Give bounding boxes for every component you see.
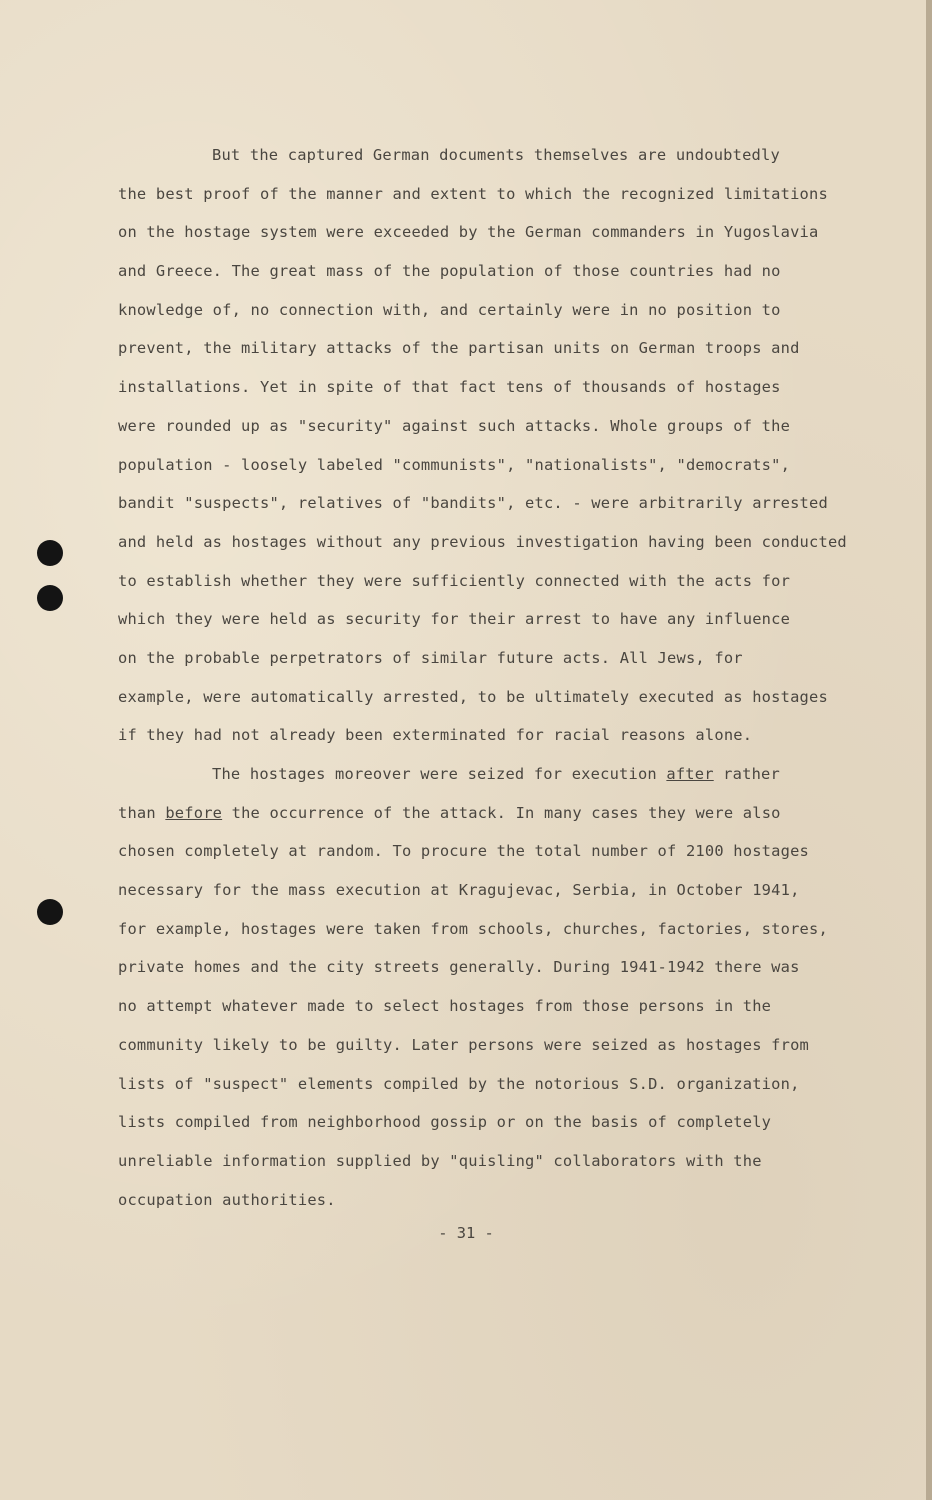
text-segment: rather [713, 765, 780, 783]
text-line: bandit "suspects", relatives of "bandits", etc. - were arbitrarily arrested [118, 494, 828, 513]
page-number: - 31 - [438, 1224, 494, 1242]
text-line: prevent, the military attacks of the partisan units on German troops and [118, 339, 800, 358]
text-segment: The hostages moreover were seized for execution [212, 765, 667, 783]
text-line: occupation authorities. [118, 1190, 336, 1209]
punch-hole-3 [37, 899, 63, 925]
text-line: which they were held as security for their arrest to have any influence [118, 610, 791, 629]
punch-hole-1 [37, 540, 63, 566]
text-line: and held as hostages without any previous investigation having been conducted [118, 532, 847, 551]
body-text [118, 136, 878, 1219]
text-line: no attempt whatever made to select hostages from those persons in the [118, 997, 772, 1016]
text-line: installations. Yet in spite of that fact tens of thousands of hostages [118, 378, 781, 397]
text-line: for example, hostages were taken from schools, churches, factories, stores, [118, 919, 828, 938]
text-line: lists of "suspect" elements compiled by the notorious S.D. organization, [118, 1074, 800, 1093]
text-line: example, were automatically arrested, to be ultimately executed as hostages [118, 687, 828, 706]
text-line: were rounded up as "security" against such attacks. Whole groups of the [118, 416, 791, 435]
text-line: the best proof of the manner and extent to which the recognized limitations [118, 184, 828, 203]
text-line: if they had not already been exterminated for racial reasons alone. [118, 726, 753, 745]
underlined-word: after [666, 765, 714, 783]
text-line: knowledge of, no connection with, and certainly were in no position to [118, 300, 781, 319]
text-line: lists compiled from neighborhood gossip or on the basis of completely [118, 1113, 772, 1132]
text-line [118, 755, 878, 794]
text-line: But the captured German documents themselves are undoubtedly [212, 146, 780, 164]
text-segment: the occurrence of the attack. In many cases they were also [222, 803, 781, 822]
text-line: community likely to be guilty. Later persons were seized as hostages from [118, 1035, 810, 1054]
text-line: private homes and the city streets generally. During 1941-1942 there was [118, 958, 800, 977]
underlined-word: before [165, 803, 223, 822]
text-line: and Greece. The great mass of the population of those countries had no [118, 262, 781, 281]
text-segment: than [118, 803, 166, 822]
text-line [118, 794, 878, 833]
page-edge-shadow [926, 0, 932, 1500]
text-line: on the hostage system were exceeded by the German commanders in Yugoslavia [118, 223, 819, 242]
text-line: unreliable information supplied by "quisling" collaborators with the [118, 1151, 762, 1170]
text-line: population - loosely labeled "communists", "nationalists", "democrats", [118, 455, 791, 474]
text-line: chosen completely at random. To procure the total number of 2100 hostages [118, 842, 810, 861]
text-line: to establish whether they were sufficiently connected with the acts for [118, 571, 791, 590]
punch-hole-2 [37, 585, 63, 611]
text-line: on the probable perpetrators of similar future acts. All Jews, for [118, 648, 743, 667]
text-line: necessary for the mass execution at Kragujevac, Serbia, in October 1941, [118, 881, 800, 900]
